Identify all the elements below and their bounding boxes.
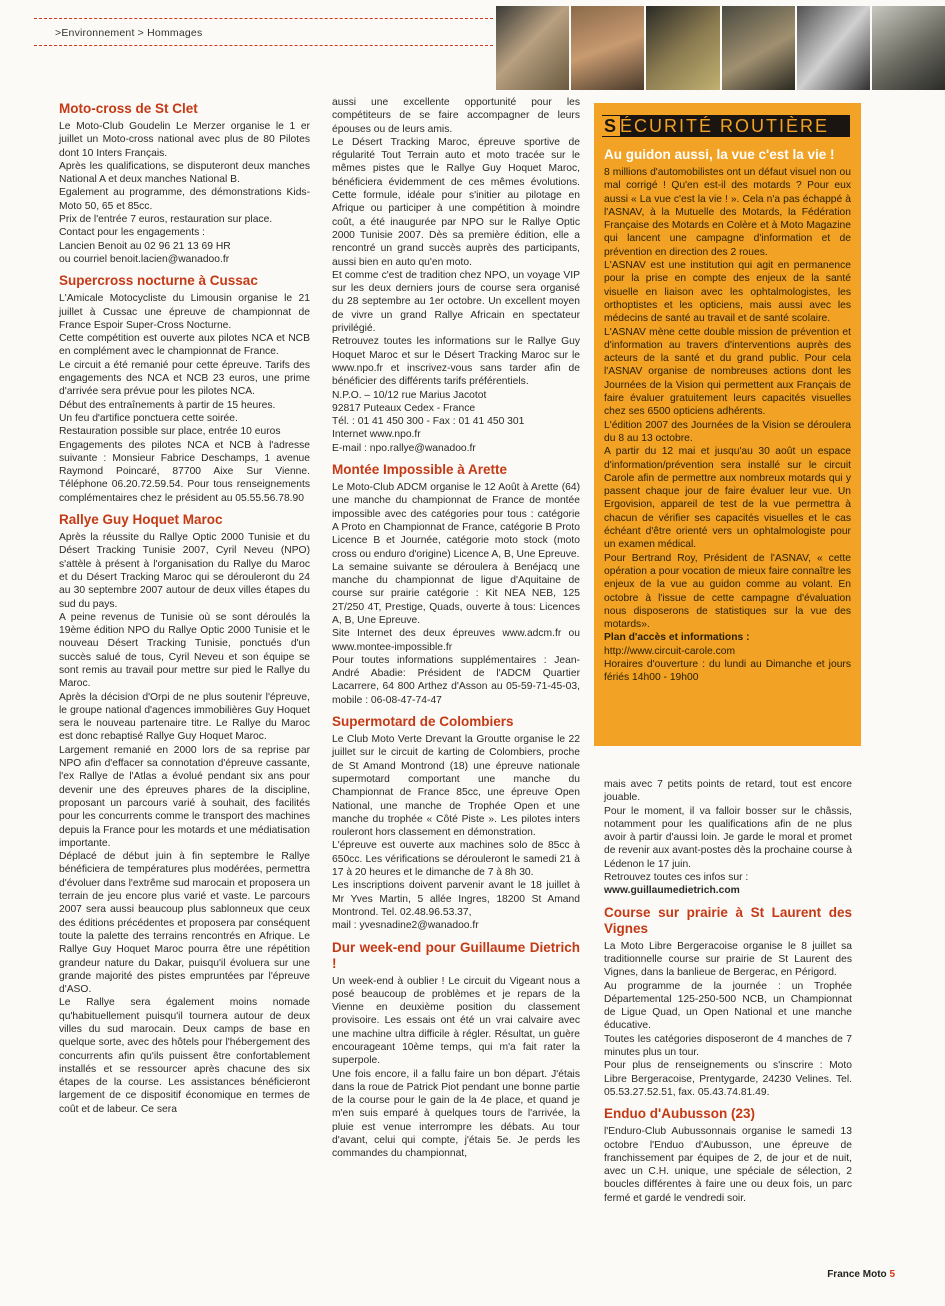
paragraph: Un week-end à oublier ! Le circuit du Vigeant nous a posé beaucoup de problèmes et je repars de la Vienne en deuxième position du classement provisoire. Les essais ont été un vrai calvaire avec une machine ultra difficile à régler. Résultat, un guère encourageant 10ème temps, qui m'a fait rater la superpole. — [332, 975, 580, 1067]
paragraph: L'ASNAV mène cette double mission de prévention et d'information au travers d'interventions auprès des acteurs de la santé et du grand public. Pour cela l'ASNAV organise de nombreuses actions dont les Journées de la Vision qui permettent aux Français de faire évaluer gratuitement leurs capacités visuelles chez ses 6500 opticiens adhérents. — [604, 326, 851, 418]
paragraph: L'ASNAV est une institution qui agit en permanence pour la prise en compte des enjeux de la santé visuelle en liaison avec les ophtalmologistes, les orthoptistes et les opticiens, mais aussi avec les médecins de santé au travail et de santé scolaire. — [604, 260, 851, 325]
paragraph: A peine revenus de Tunisie où se sont déroulés la 19ème édition NPO du Rallye Optic 2000 Tunisie et le nouveau Désert Tracking Tunisie, ponctués d'un succès salué de tous, Cyril Neveu et son équipe se sont remis au travail pour mettre sur pied le Rallye du Maroc. — [59, 611, 310, 690]
paragraph: Prix de l'entrée 7 euros, restauration sur place. — [59, 214, 273, 226]
paragraph: N.P.O. – 10/12 rue Marius Jacotot — [332, 389, 487, 401]
paragraph: La Moto Libre Bergeracoise organise le 8 juillet sa traditionnelle course sur prairie de St Laurent des Vignes, dans la banlieue de Bergerac, en Périgord. — [604, 940, 852, 979]
opening-hours: Horaires d'ouverture : du lundi au Dimanche et jours fériés 14h00 - 19h00 — [604, 658, 851, 684]
paragraph: Le Rallye sera également moins nomade qu'habituellement puisqu'il tournera autour de deux villes du sud marocain. Deux camps de base en quelque sorte, avec des hôtels pour l'hébergement des concurrents afin qu'ils puissent être confortablement installés et se ressourcer après chacune des six étapes de la course. Les assistances bénéficieront largement de ce dispositif économique en termes de coût et de labeur. Ce sera — [59, 997, 310, 1115]
paragraph: 92817 Puteaux Cedex - France — [332, 402, 476, 414]
article-title: Montée Impossible à Arette — [332, 462, 508, 478]
paragraph: Restauration possible sur place, entrée 10 euros — [59, 426, 281, 438]
box-title — [602, 115, 850, 137]
article-title: Dur week-end pour Guillaume Dietrich ! — [332, 939, 580, 971]
motorcycle-photo — [872, 6, 945, 90]
paragraph: Retrouvez toutes ces infos sur : — [604, 872, 749, 884]
paragraph: Retrouvez toutes les informations sur le Rallye Guy Hoquet Maroc et sur le Désert Tracking Maroc sur le www.npo.fr et inscrivez-vous sans tarder afin de bénéficier des différents tarifs préférentiels. — [332, 336, 580, 388]
paragraph: Déplacé de début juin à fin septembre le Rallye bénéficiera de températures plus modérées, permettra d'évoluer dans l'extrême sud marocain et proposera un terrain de jeu encore plus varié et vaste. Le parcours 2007 sera aussi beaucoup plus sablonneux que ceux des éditions précédentes et proposera par conséquent toute la palette des terrains rencontrés en Afrique. Le Rallye Guy Hoquet Maroc pourra être une répétition grandeur nature du Dakar, puisqu'il évoluera sur une grande majorité des pistes empruntées par l'épreuve d'ASO. — [59, 851, 310, 996]
paragraph: Début des entraînements à partir de 15 heures. — [59, 399, 276, 411]
paragraph: Egalement au programme, des démonstrations Kids-Moto 50, 65 et 85cc. — [59, 187, 310, 212]
magazine-name: France Moto — [827, 1269, 887, 1280]
paragraph: Cette compétition est ouverte aux pilotes NCA et NCB en complément avec le championnat de France. — [59, 333, 310, 358]
rider-helmet-photo — [496, 6, 569, 90]
paragraph: Après la réussite du Rallye Optic 2000 Tunisie et du Désert Tracking Tunisie 2007, Cyril Neveu (NPO) s'attèle à présent à l'organisation du Rallye du Maroc et du Désert Tracking Maroc qui se dérouleront du 24 au 30 septembre 2007 autour de deux villes étapes du sud du pays. — [59, 532, 310, 610]
paragraph: E-mail : npo.rallye@wanadoo.fr — [332, 442, 476, 454]
column-1 — [59, 98, 310, 1116]
breadcrumb: >Environnement > Hommages — [55, 27, 203, 39]
paragraph: Après la décision d'Orpi de ne plus soutenir l'épreuve, le groupe national d'agences immobilières Guy Hoquet sera le nouveau partenaire titre. Le Rallye du Maroc est donc rebaptisé Rallye Guy Hoquet Maroc. — [59, 691, 310, 743]
page-footer — [827, 1269, 895, 1280]
paragraph: Une fois encore, il a fallu faire un bon départ. J'étais dans la roue de Patrick Piot pendant une bonne partie de la course pour le gain de la 4e place, et quand je m'en suis emparé à quelques tours de l'arrivée, la pluie est venue interrompre les débats. Au tour d'avant, celui qui compte, j'étais 5e. Je perds les commandes du championnat, — [332, 1068, 580, 1160]
motorcyclist-photo — [646, 6, 719, 90]
column-2 — [332, 96, 580, 1161]
paragraph: Pour plus de renseignements ou s'inscrire : Moto Libre Bergeracoise, Prentygarde, 24230 Velines. Tel. 05.53.27.52.51, fax. 05.43.74.81.49. — [604, 1060, 852, 1098]
page-number: 5 — [889, 1269, 895, 1280]
racer-photo — [722, 6, 795, 90]
paragraph: ou courriel benoit.lacien@wanadoo.fr — [59, 253, 230, 265]
paragraph: A partir du 12 mai et jusqu'au 30 août un espace d'information/prévention sera installé sur le circuit Carole afin de permettre aux nombreux motards qui y passent chaque jour de faire évaluer leur vue. Un Ergovision, appareil de test de la vue permettra à chacun de vérifier ses capacités visuelles et le cas échéant d'être orienté vers un ophtalmologiste pour un examen médical. — [604, 446, 851, 551]
box-title-text: ÉCURITÉ ROUTIÈRE — [620, 116, 830, 136]
paragraph: Le Désert Tracking Maroc, épreuve sportive de régularité Tout Terrain auto et moto tracée sur le mêmes pistes que le Rallye Guy Hoquet Maroc, bénéficiera évidemment de ces mêmes évolutions. Cette formule, idéale pour s'initier au pilotage en Afrique ou participer à une compétition à moindre coût, a été inaugurée par NPO sur le Rallye Optic 2000 Tunisie 2007. Dès sa première édition, elle a rencontré un grand succès auprès des participants, aussi bien en auto qu'en moto. — [332, 136, 580, 268]
paragraph: aussi une excellente opportunité pour les compétiteurs de se faire accompagner de leurs épouses ou de leurs amis. — [332, 97, 580, 135]
paragraph: Site Internet des deux épreuves www.adcm.fr ou www.montee-impossible.fr — [332, 628, 580, 653]
paragraph: L'épreuve est ouverte aux machines solo de 85cc à 650cc. Les vérifications se dérouleront le samedi 21 à 17 à 20 heures et le dimanche de 7 à 8h 30. — [332, 840, 580, 879]
paragraph: Le Club Moto Verte Drevant la Groutte organise le 22 juillet sur le circuit de karting de Colombiers, proche de St Amand Montrond (18) une épreuve nationale supermotard comportant une manche du Championnat de France 85cc, une épreuve Open National, une manche de Trophée Open et une manche du trophée « Côté Piste ». Les pilotes inters rouleront hors classement en démonstration. — [332, 734, 580, 839]
column-3 — [604, 778, 852, 1205]
paragraph: Pour le moment, il va falloir bosser sur le châssis, notamment pour les qualifications afin de ne plus avoir à partir d'aussi loin. Je garde le moral et promet de revenir aux avant-postes dès la prochaine course à Lédenon le 17 juin. — [604, 805, 852, 870]
paragraph: Lancien Benoit au 02 96 21 13 69 HR — [59, 240, 231, 252]
paragraph: 8 millions d'automobilistes ont un défaut visuel non ou mal corrigé ! Qu'en est-il des motards ? Pour eux aussi « La vue c'est la vie ! ». Cela n'a pas échappé à l'ASNAV, à la Mutuelle des Motards, la Fédération Française des Motards en Colère et à Moto Magazine qui lancent une campagne d'information et de prévention en direction des 2 roues. — [604, 167, 851, 258]
website-link[interactable]: www.guillaumedietrich.com — [604, 885, 740, 897]
article-title: Supercross nocturne à Cussac — [59, 273, 258, 289]
road-safety-box — [594, 103, 861, 746]
paragraph: Pour toutes informations supplémentaires : Jean-André Abadie: Président de l'ADCM Quartier Lacarrere, 64 800 Arthez d'Asson au 05-59-71-45-03, mobile : 06-08-47-74-47 — [332, 654, 580, 706]
article-title: Moto-cross de St Clet — [59, 101, 198, 116]
paragraph: Le Moto-Club ADCM organise le 12 Août à Arette (64) une manche du championnat de France de montée impossible avec des catégories pour tous : catégorie A Proto en Championnat de France, catégorie B Proto Licence B et Journée, catégorie moto stock (moto cross ou enduro d'origine) Licence A, B, Une Epreuve. — [332, 482, 580, 560]
paragraph: L'Amicale Motocycliste du Limousin organise le 21 juillet à Cussac une épreuve de championnat de France Espoir Super-Cross Nocturne. — [59, 293, 310, 331]
photo-strip — [496, 6, 945, 90]
paragraph: Les inscriptions doivent parvenir avant le 18 juillet à Mr Yves Martin, 5 allée Ingres, 18200 St Amand Montrond. Tel. 02.48.96.53.37, — [332, 880, 580, 918]
paragraph: Le circuit a été remanié pour cette épreuve. Tarifs des engagements des NCA et NCB 23 euros, une prime d'arrivée sera prévue pour les pilotes NCA. — [59, 359, 310, 398]
paragraph: Pour Bertrand Roy, Président de l'ASNAV, « cette opération a pour vocation de mieux faire connaître les enjeux de la vue au guidon comme au volant. En octobre à l'issue de cette campagne d'évaluation nous disposerons de statistiques sur la vue des motards». — [604, 552, 851, 631]
access-heading: Plan d'accès et informations : — [604, 632, 750, 644]
article-title: Rallye Guy Hoquet Maroc — [59, 512, 223, 528]
paragraph: Tél. : 01 41 450 300 - Fax : 01 41 450 301 — [332, 416, 525, 428]
paragraph: Toutes les catégories disposeront de 4 manches de 7 minutes plus un tour. — [604, 1033, 852, 1059]
paragraph: L'édition 2007 des Journées de la Vision se déroulera du 8 au 13 octobre. — [604, 419, 851, 444]
article-title: Supermotard de Colombiers — [332, 714, 514, 730]
paragraph: Internet www.npo.fr — [332, 429, 421, 441]
paragraph: Après les qualifications, se disputeront deux manches National A et deux manches National B. — [59, 160, 310, 186]
article-title: Enduo d'Aubusson (23) — [604, 1106, 755, 1122]
top-rule — [34, 18, 493, 19]
paragraph: Et comme c'est de tradition chez NPO, un voyage VIP sur les deux derniers jours de course sera organisé du 28 septembre au 1er octobre. Un excellent moyen de vivre un grand Rallye Africain en spectateur privilégié. — [332, 269, 580, 335]
woman-photo — [571, 6, 644, 90]
paragraph: l'Enduro-Club Aubussonnais organise le samedi 13 octobre l'Enduo d'Aubusson, une épreuve de franchissement par équipes de 2, de jour et de nuit, avec un C.H. unique, une spéciale de sélection, 2 boucles différentes à faire une ou deux fois, un parc fermé et gardé le vendredi soir. — [604, 1126, 852, 1204]
helmet-photo — [797, 6, 870, 90]
paragraph: Engagements des pilotes NCA et NCB à l'adresse suivante : Monsieur Fabrice Deschamps, 1 avenue Raymond Poincaré, 87700 Aixe Sur Vienne. Téléphone 06.20.72.59.54. Pour tous renseignements complémentaires chez le président au 05.55.56.78.90 — [59, 439, 310, 504]
paragraph: Un feu d'artifice ponctuera cette soirée. — [59, 412, 238, 424]
box-title-initial: S — [604, 116, 619, 136]
circuit-link[interactable]: http://www.circuit-carole.com — [604, 645, 736, 657]
box-headline: Au guidon aussi, la vue c'est la vie ! — [604, 147, 835, 162]
paragraph: mais avec 7 petits points de retard, tout est encore jouable. — [604, 779, 852, 804]
paragraph: Le Moto-Club Goudelin Le Merzer organise le 1 er juillet un Moto-cross national avec plus de 80 Pilotes dont 10 Inters Français. — [59, 121, 310, 159]
article-title: Course sur prairie à St Laurent des Vignes — [604, 904, 852, 936]
paragraph: La semaine suivante se déroulera à Benéjacq une manche du championnat de ligue d'Aquitaine de course sur prairie catégorie : Kit NEA NEB, 125 2T/250 4T, Prestige, Quads, ouverte à tous: Licences A, B, Une Epreuve. — [332, 561, 580, 626]
paragraph: Au programme de la journée : un Trophée Départemental 125-250-500 NCB, un Championnat de Ligue Quad, un Open National et une manche éducative. — [604, 980, 852, 1032]
paragraph: Contact pour les engagements : — [59, 227, 205, 239]
paragraph: mail : yvesnadine2@wanadoo.fr — [332, 920, 479, 932]
paragraph: Largement remanié en 2000 lors de sa reprise par NPO afin d'effacer sa connotation d'épreuve cassante, l'ex Rallye de l'Atlas a évolué pendant six ans pour devenir une des épreuves phares de la discipline, proposant un parcours varié à souhait, des facilités pour les concurrents comme le transport des machines depuis la France pour les motards et une médiatisation importante. — [59, 744, 310, 849]
top-rule — [34, 45, 493, 46]
